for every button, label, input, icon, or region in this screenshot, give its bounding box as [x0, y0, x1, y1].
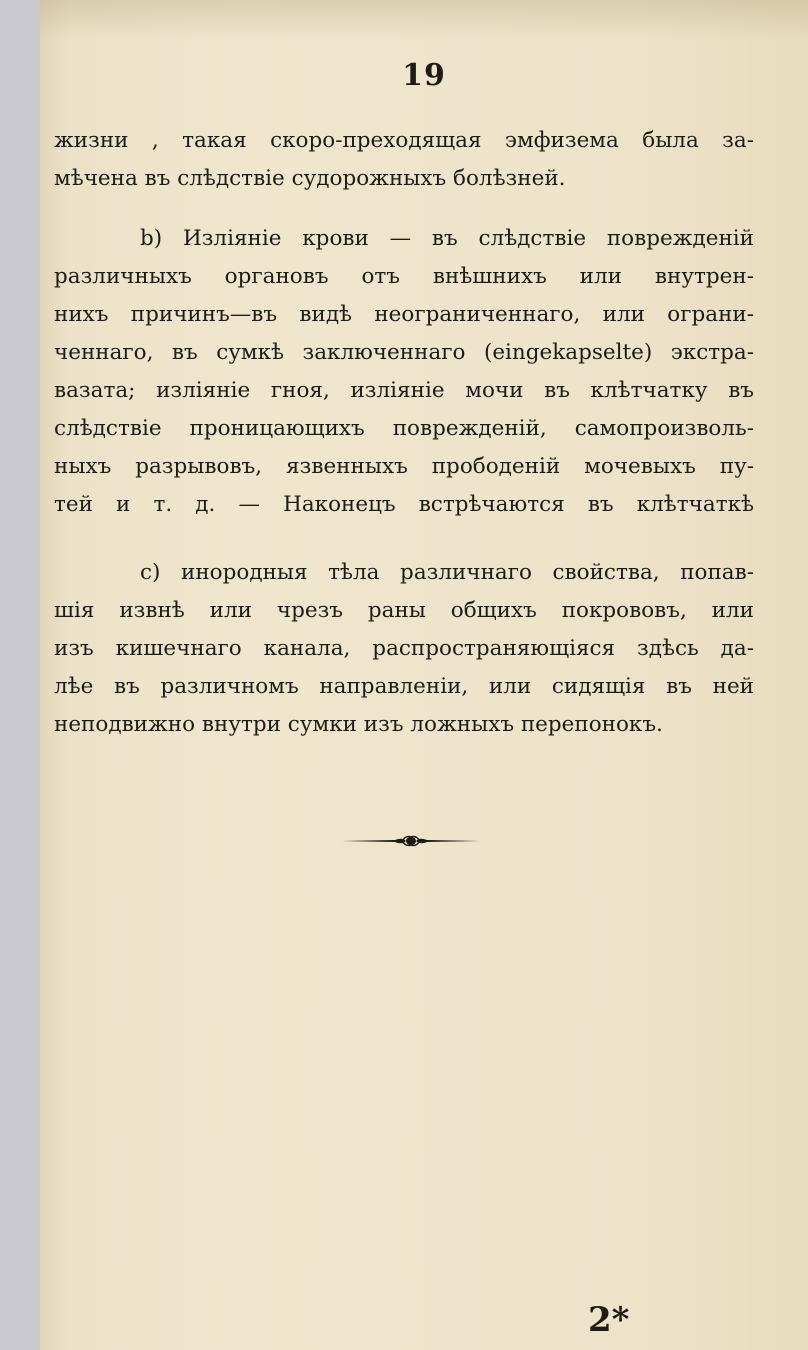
text-line: тей и т. д. — Наконецъ встрѣчаются въ клѣтчаткѣ [54, 492, 754, 517]
text-line: шія извнѣ или чрезъ раны общихъ покрововъ, или [54, 598, 754, 623]
text-line: вазата; изліяніе гноя, изліяніе мочи въ клѣтчатку въ [54, 378, 754, 403]
book-page [40, 0, 808, 1350]
ornamental-divider [340, 829, 482, 853]
text-line: различныхъ органовъ отъ внѣшнихъ или внутрен- [54, 264, 754, 289]
text-line: c) инородныя тѣла различнаго свойства, попав- [140, 560, 754, 585]
paragraph-spacer [54, 198, 754, 220]
text-line: мѣчена въ слѣдствіе судорожныхъ болѣзней. [54, 166, 566, 191]
text-line: слѣдствіе проницающихъ поврежденій, самопроизволь- [54, 416, 754, 441]
body-text [54, 122, 754, 744]
text-line: изъ кишечнаго канала, распространяющіяся здѣсь да- [54, 636, 754, 661]
text-line: жизни , такая скоро-преходящая эмфизема была за- [54, 128, 754, 153]
signature-mark: 2* [588, 1300, 630, 1340]
paragraph-spacer [54, 524, 754, 554]
text-line: ныхъ разрывовъ, язвенныхъ прободеній мочевыхъ пу- [54, 454, 754, 479]
text-line: нихъ причинъ—въ видѣ неограниченнаго, или ограни- [54, 302, 754, 327]
text-line: лѣе въ различномъ направленіи, или сидящія въ ней [54, 674, 754, 699]
text-line: b) Изліяніе крови — въ слѣдствіе поврежденій [140, 226, 754, 251]
paragraph-3 [54, 554, 754, 744]
paragraph-2 [54, 220, 754, 524]
paragraph-1 [54, 122, 754, 198]
text-line: ченнаго, въ сумкѣ заключеннаго (eingekapselte) экстра- [54, 340, 754, 365]
text-line: неподвижно внутри сумки изъ ложныхъ перепонокъ. [54, 712, 663, 737]
page-number: 19 [402, 58, 446, 93]
